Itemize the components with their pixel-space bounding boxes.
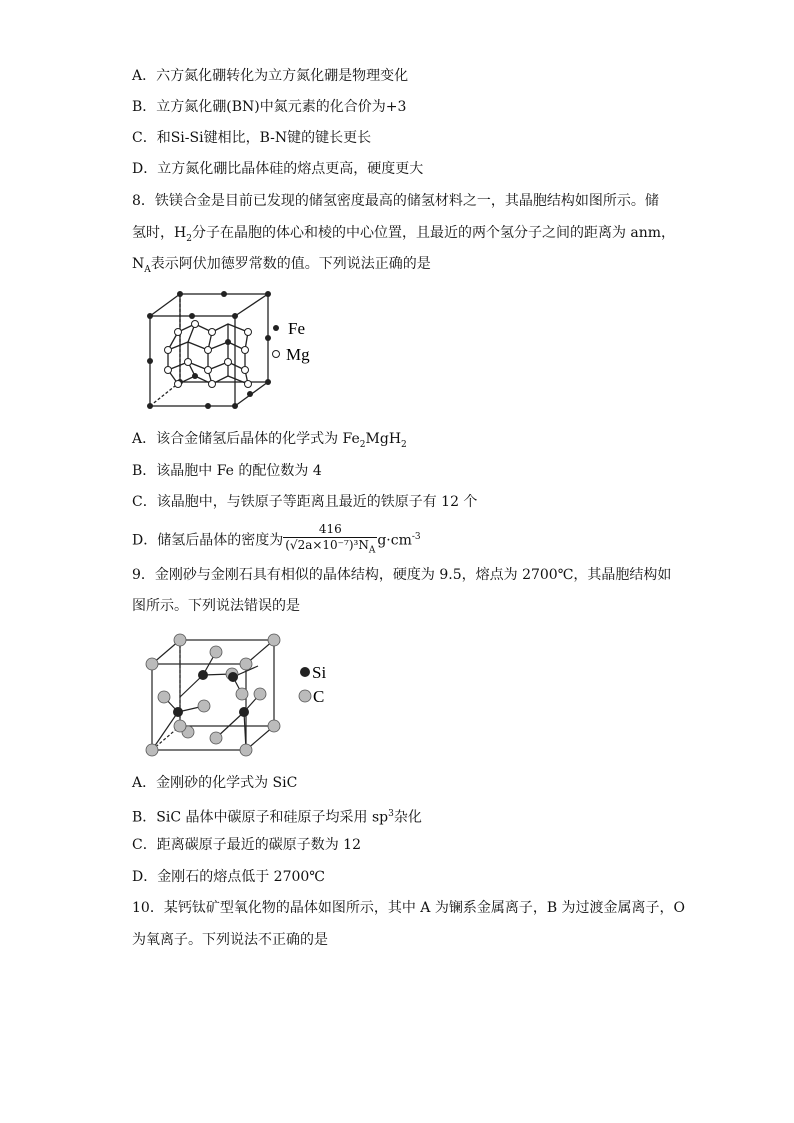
q9-option-d: D．金刚石的熔点低于 2700℃ — [132, 869, 325, 885]
q9-stem-line1: 9．金刚砂与金刚石具有相似的晶体结构，硬度为 9.5，熔点为 2700℃，其晶胞结构如 — [132, 567, 672, 583]
mg-legend-marker — [273, 351, 280, 358]
c-legend-label: C — [313, 687, 325, 706]
si-legend-marker — [300, 667, 310, 677]
c-legend-marker — [299, 690, 311, 702]
fe-mg-unit-cell-diagram — [140, 286, 340, 416]
q8-option-b: B．该晶胞中 Fe 的配位数为 4 — [132, 463, 322, 479]
q10-stem-line1: 10．某钙钛矿型氧化物的晶体如图所示，其中 A 为镧系金属离子，B 为过渡金属离子，O — [132, 900, 686, 916]
q7-option-a: A．六方氮化硼转化为立方氮化硼是物理变化 — [132, 68, 409, 84]
q7-option-b: B．立方氮化硼(BN)中氮元素的化合价为+3 — [132, 99, 407, 115]
q8-stem-line3: $N_A$表示阿伏加德罗常数的值。下列说法正确的是 — [132, 256, 431, 275]
q9-option-b: B．SiC 晶体中碳原子和硅原子均采用 $sp^3$杂化 — [132, 809, 422, 826]
q7-option-d: D．立方氮化硼比晶体硅的熔点更高，硬度更大 — [132, 161, 424, 177]
q9-option-c: C．距离碳原子最近的碳原子数为 12 — [132, 837, 361, 853]
mg-legend-label: Mg — [286, 345, 310, 364]
si-legend-label: Si — [312, 663, 327, 682]
q8-stem-line1: 8．铁镁合金是目前已发现的储氢密度最高的储氢材料之一，其晶胞结构如图所示。储 — [132, 193, 659, 209]
q8-option-d: D．储氢后晶体的密度为 $\frac{416}{(√2a\times 10^{-7})^3N_A}$ $g\cdot cm^{-3}$ — [132, 520, 421, 559]
sic-unit-cell-diagram — [140, 628, 340, 760]
q8-option-c: C．该晶胞中，与铁原子等距离且最近的铁原子有 12 个 — [132, 494, 478, 510]
q8-stem-line2: 氢时，$H_2$分子在晶胞的体心和棱的中心位置，且最近的两个氢分子之间的距离为 anm， — [132, 225, 676, 244]
q7-option-c: C．和Si-Si键相比，B-N键的键长更长 — [132, 130, 372, 146]
density-fraction: $\frac{416}{(√2a\times 10^{-7})^3N_A}$ — [285, 522, 376, 556]
fe-legend-label: Fe — [288, 319, 305, 338]
q8-option-a: A．该合金储氢后晶体的化学式为 $Fe_2MgH_2$ — [132, 431, 407, 450]
q10-stem-line2: 为氧离子。下列说法不正确的是 — [132, 932, 328, 948]
q9-option-a: A．金刚砂的化学式为 SiC — [132, 775, 298, 791]
fe-legend-marker — [273, 325, 279, 331]
q9-stem-line2: 图所示。下列说法错误的是 — [132, 598, 300, 614]
